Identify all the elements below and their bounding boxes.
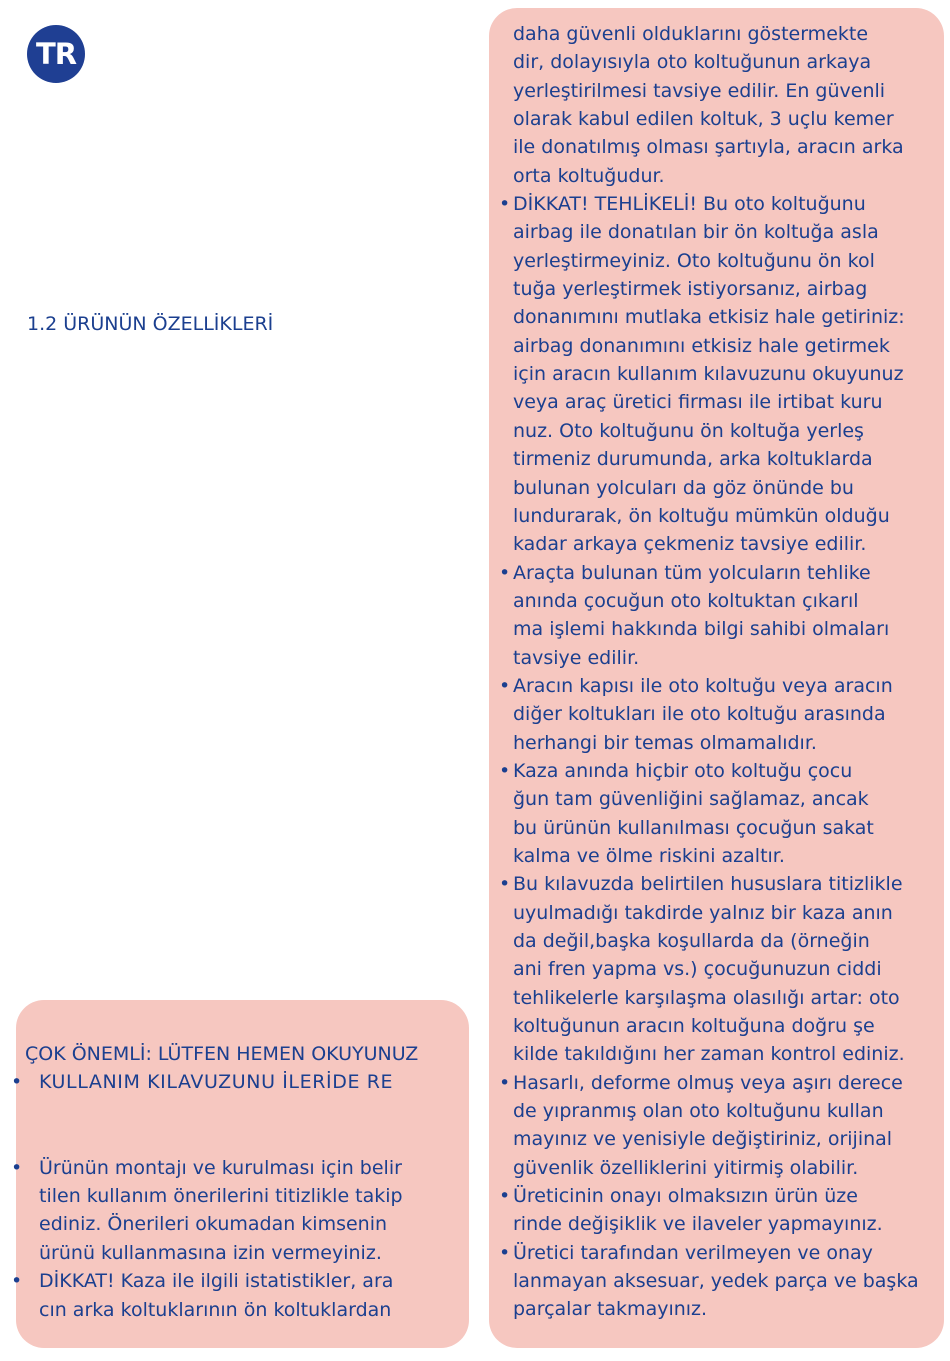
list-item-line: de yıpranmış olan oto koltuğunu kullan bbox=[513, 1100, 884, 1123]
keep-manual-line: KULLANIM KILAVUZUNU İLERİDE RE bbox=[39, 1071, 394, 1094]
list-item-line: parçalar takmayınız. bbox=[513, 1298, 708, 1321]
list-item-line: diğer koltukları ile oto koltuğu arasında bbox=[513, 703, 886, 726]
list-item-line: ani fren yapma vs.) çocuğunuzun ciddi bbox=[513, 958, 882, 981]
paragraph-line: yerleştirilmesi tavsiye edilir. En güvenli bbox=[513, 79, 886, 102]
list-item bbox=[499, 1069, 933, 1182]
language-code: TR bbox=[35, 37, 77, 71]
warning-box-right bbox=[489, 8, 944, 1348]
list-item-line: kilde takıldığını her zaman kontrol ediniz. bbox=[513, 1043, 905, 1066]
list-item-line: tuğa yerleştirmek istiyorsanız, airbag bbox=[513, 278, 868, 301]
paragraph-line: dir, dolayısıyla oto koltuğunun arkaya bbox=[513, 51, 872, 74]
list-item-line: ürünü kullanmasına izin vermeyiniz. bbox=[39, 1241, 382, 1264]
list-item-line: DİKKAT! Kaza ile ilgili istatistikler, ara bbox=[39, 1270, 394, 1293]
list-item bbox=[11, 1267, 455, 1324]
list-item-line: cın arka koltuklarının ön koltuklardan bbox=[39, 1298, 392, 1321]
list-item-line: ediniz. Önerileri okumadan kimsenin bbox=[39, 1213, 388, 1236]
list-item-line: Araçta bulunan tüm yolcuların tehlike bbox=[513, 561, 871, 584]
warning-box-right-text bbox=[499, 20, 933, 1324]
bullet: • bbox=[11, 1156, 23, 1179]
bullet: • bbox=[499, 561, 511, 584]
list-item-line: Kaza anında hiçbir oto koltuğu çocu bbox=[513, 759, 853, 782]
list-item bbox=[11, 1068, 455, 1096]
list-item bbox=[499, 190, 933, 558]
list-item-line: anında çocuğun oto koltuktan çıkarıl bbox=[513, 589, 859, 612]
list-item-line: nuz. Oto koltuğunu ön koltuğa yerleş bbox=[513, 419, 864, 442]
paragraph-line: orta koltuğudur. bbox=[513, 164, 665, 187]
warning-box-left bbox=[11, 1000, 469, 1348]
list-item-line: airbag ile donatılan bir ön koltuğa asla bbox=[513, 221, 879, 244]
bullet: • bbox=[499, 873, 511, 896]
section-title: 1.2 ÜRÜNÜN ÖZELLİKLERİ bbox=[27, 313, 274, 335]
list-item bbox=[499, 1182, 933, 1239]
paragraph-line: daha güvenli olduklarını göstermekte bbox=[513, 23, 869, 45]
list-item-line: kalma ve ölme riskini azaltır. bbox=[513, 844, 785, 867]
list-item-line: ma işlemi hakkında bilgi sahibi olmaları bbox=[513, 618, 890, 641]
list-item-line: Bu kılavuzda belirtilen hususlara titizlikle bbox=[513, 873, 903, 896]
list-item-line: koltuğunun aracın koltuğuna doğru şe bbox=[513, 1015, 875, 1038]
list-item-line: tirmeniz durumunda, arka koltuklarda bbox=[513, 448, 873, 471]
paragraph-line: ile donatılmış olması şartıyla, aracın arka bbox=[513, 136, 904, 159]
warning-box-left-text bbox=[11, 1040, 455, 1324]
paragraph-line: olarak kabul edilen koltuk, 3 uçlu kemer bbox=[513, 108, 894, 131]
list-item-line: ğun tam güvenliğini sağlamaz, ancak bbox=[513, 788, 869, 811]
list-item bbox=[11, 1154, 455, 1268]
list-item-line: tehlikelerle karşılaşma olasılığı artar: oto bbox=[513, 986, 900, 1009]
list-item-line: airbag donanımını etkisiz hale getirmek bbox=[513, 334, 890, 357]
list-item bbox=[499, 870, 933, 1068]
list-item-line: bulunan yolcuları da göz önünde bu bbox=[513, 476, 854, 499]
bullet: • bbox=[499, 759, 511, 782]
bullet: • bbox=[499, 1241, 511, 1264]
list-item bbox=[499, 559, 933, 672]
list-item-line: kadar arkaya çekmeniz tavsiye edilir. bbox=[513, 533, 867, 556]
bullet: • bbox=[499, 674, 511, 697]
list-item-line: yerleştirmeyiniz. Oto koltuğunu ön kol bbox=[513, 249, 875, 272]
bullet: • bbox=[499, 193, 511, 216]
list-item-line: bu ürünün kullanılması çocuğun sakat bbox=[513, 816, 874, 839]
list-item-line: tavsiye edilir. bbox=[513, 646, 640, 669]
list-item-line: rinde değişiklik ve ilaveler yapmayınız. bbox=[513, 1213, 883, 1236]
list-item-line: Ürünün montajı ve kurulması için belir bbox=[39, 1156, 402, 1179]
list-item bbox=[499, 1239, 933, 1324]
bullet: • bbox=[11, 1270, 23, 1293]
list-item-line: uyulmadığı takdirde yalnız bir kaza anın bbox=[513, 901, 893, 924]
list-item-line: Hasarlı, deforme olmuş veya aşırı derece bbox=[513, 1071, 903, 1094]
language-badge bbox=[27, 25, 85, 83]
intro-paragraph bbox=[513, 20, 933, 190]
list-item-line: DİKKAT! TEHLİKELİ! Bu oto koltuğunu bbox=[513, 193, 866, 216]
list-item-line: tilen kullanım önerilerini titizlikle takip bbox=[39, 1185, 403, 1208]
bullet: • bbox=[11, 1071, 23, 1094]
list-item-line: güvenlik özelliklerini yitirmiş olabilir. bbox=[513, 1156, 859, 1179]
list-item-line: mayınız ve yenisiyle değiştiriniz, orijinal bbox=[513, 1128, 893, 1151]
list-item-line: lanmayan aksesuar, yedek parça ve başka bbox=[513, 1270, 919, 1293]
list-item-line: Üreticinin onayı olmaksızın ürün üze bbox=[513, 1185, 858, 1208]
list-item-line: Aracın kapısı ile oto koltuğu veya aracın bbox=[513, 674, 893, 697]
list-item bbox=[499, 757, 933, 870]
list-item-line: için aracın kullanım kılavuzunu okuyunuz bbox=[513, 363, 904, 386]
list-item-line: veya araç üretici firması ile irtibat kuru bbox=[513, 391, 883, 414]
right-list bbox=[499, 190, 933, 1324]
list-item-line: Üretici tarafından verilmeyen ve onay bbox=[513, 1241, 873, 1264]
list-item bbox=[499, 672, 933, 757]
warning-heading: ÇOK ÖNEMLİ: LÜTFEN HEMEN OKUYUNUZ bbox=[25, 1043, 419, 1065]
list-item-line: lundurarak, ön koltuğu mümkün olduğu bbox=[513, 504, 890, 527]
bullet: • bbox=[499, 1071, 511, 1094]
list-item-line: donanımını mutlaka etkisiz hale getiriniz: bbox=[513, 306, 905, 329]
bullet: • bbox=[499, 1185, 511, 1208]
list-item-line: da değil,başka koşullarda da (örneğin bbox=[513, 930, 870, 952]
list-item-line: herhangi bir temas olmamalıdır. bbox=[513, 731, 817, 754]
